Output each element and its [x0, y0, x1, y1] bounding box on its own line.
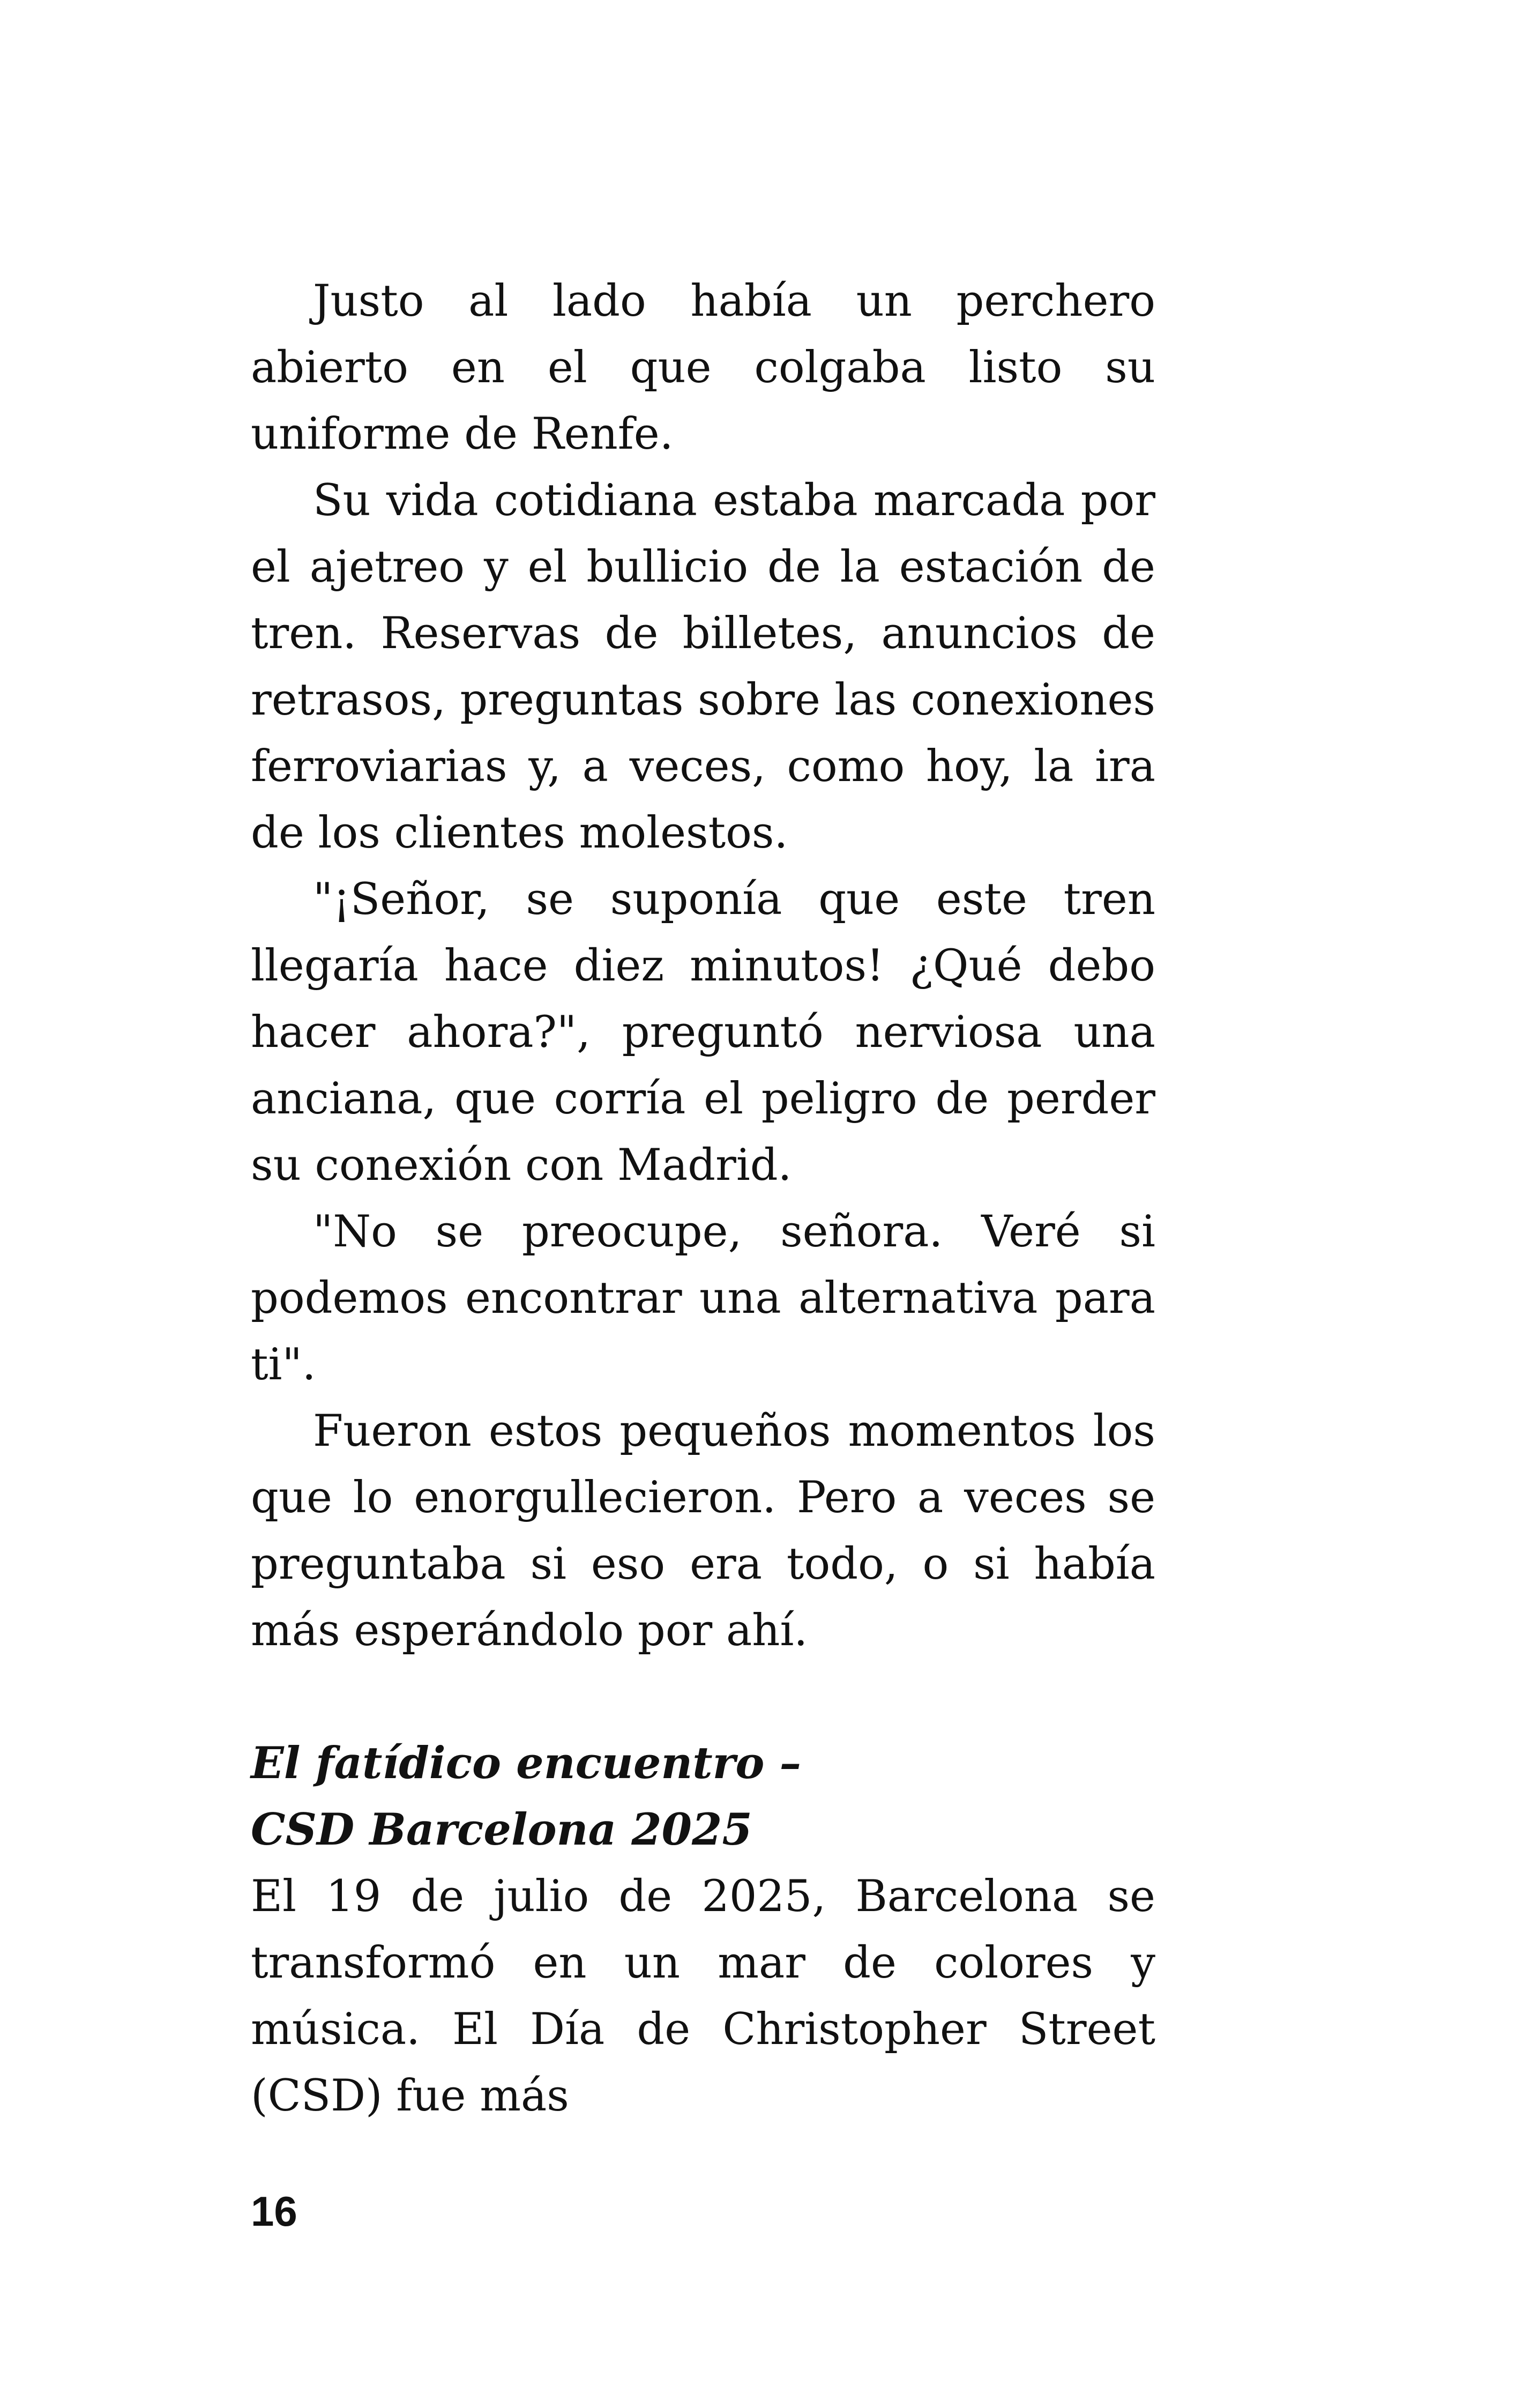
paragraph-daily-life: Su vida cotidiana estaba marcada por el ajetreo y el bullicio de la estación de tren. Reservas de billetes, anuncios de retrasos, preguntas sobre las conexiones ferroviarias y, a veces, como hoy, la ira de los clientes molestos.	[251, 475, 1155, 858]
paragraph-elderly-woman: "¡Señor, se suponía que este tren llegaría hace diez minutos! ¿Qué debo hacer ahora?", preguntó nerviosa una anciana, que corría el peligro de perder su conexión con Madrid.	[251, 874, 1155, 1191]
page-body	[251, 268, 1155, 2129]
paragraph-reply: "No se preocupe, señora. Veré si podemos encontrar una alternativa para ti".	[251, 1207, 1155, 1390]
paragraph-uniform: Justo al lado había un perchero abierto en el que colgaba listo su uniforme de Renfe.	[251, 276, 1155, 459]
paragraph-csd: El 19 de julio de 2025, Barcelona se transformó en un mar de colores y música. El Día de Christopher Street (CSD) fue más	[251, 1871, 1155, 2121]
section-spacer	[251, 1664, 1155, 1730]
paragraph-pride: Fueron estos pequeños momentos los que lo enorgullecieron. Pero a veces se preguntaba si eso era todo, o si había más esperándolo por ahí.	[251, 1406, 1155, 1656]
section-heading-line-2: CSD Barcelona 2025	[251, 1804, 752, 1855]
section-heading-line-1: El fatídico encuentro –	[251, 1738, 802, 1789]
page-number: 16	[251, 2188, 297, 2235]
